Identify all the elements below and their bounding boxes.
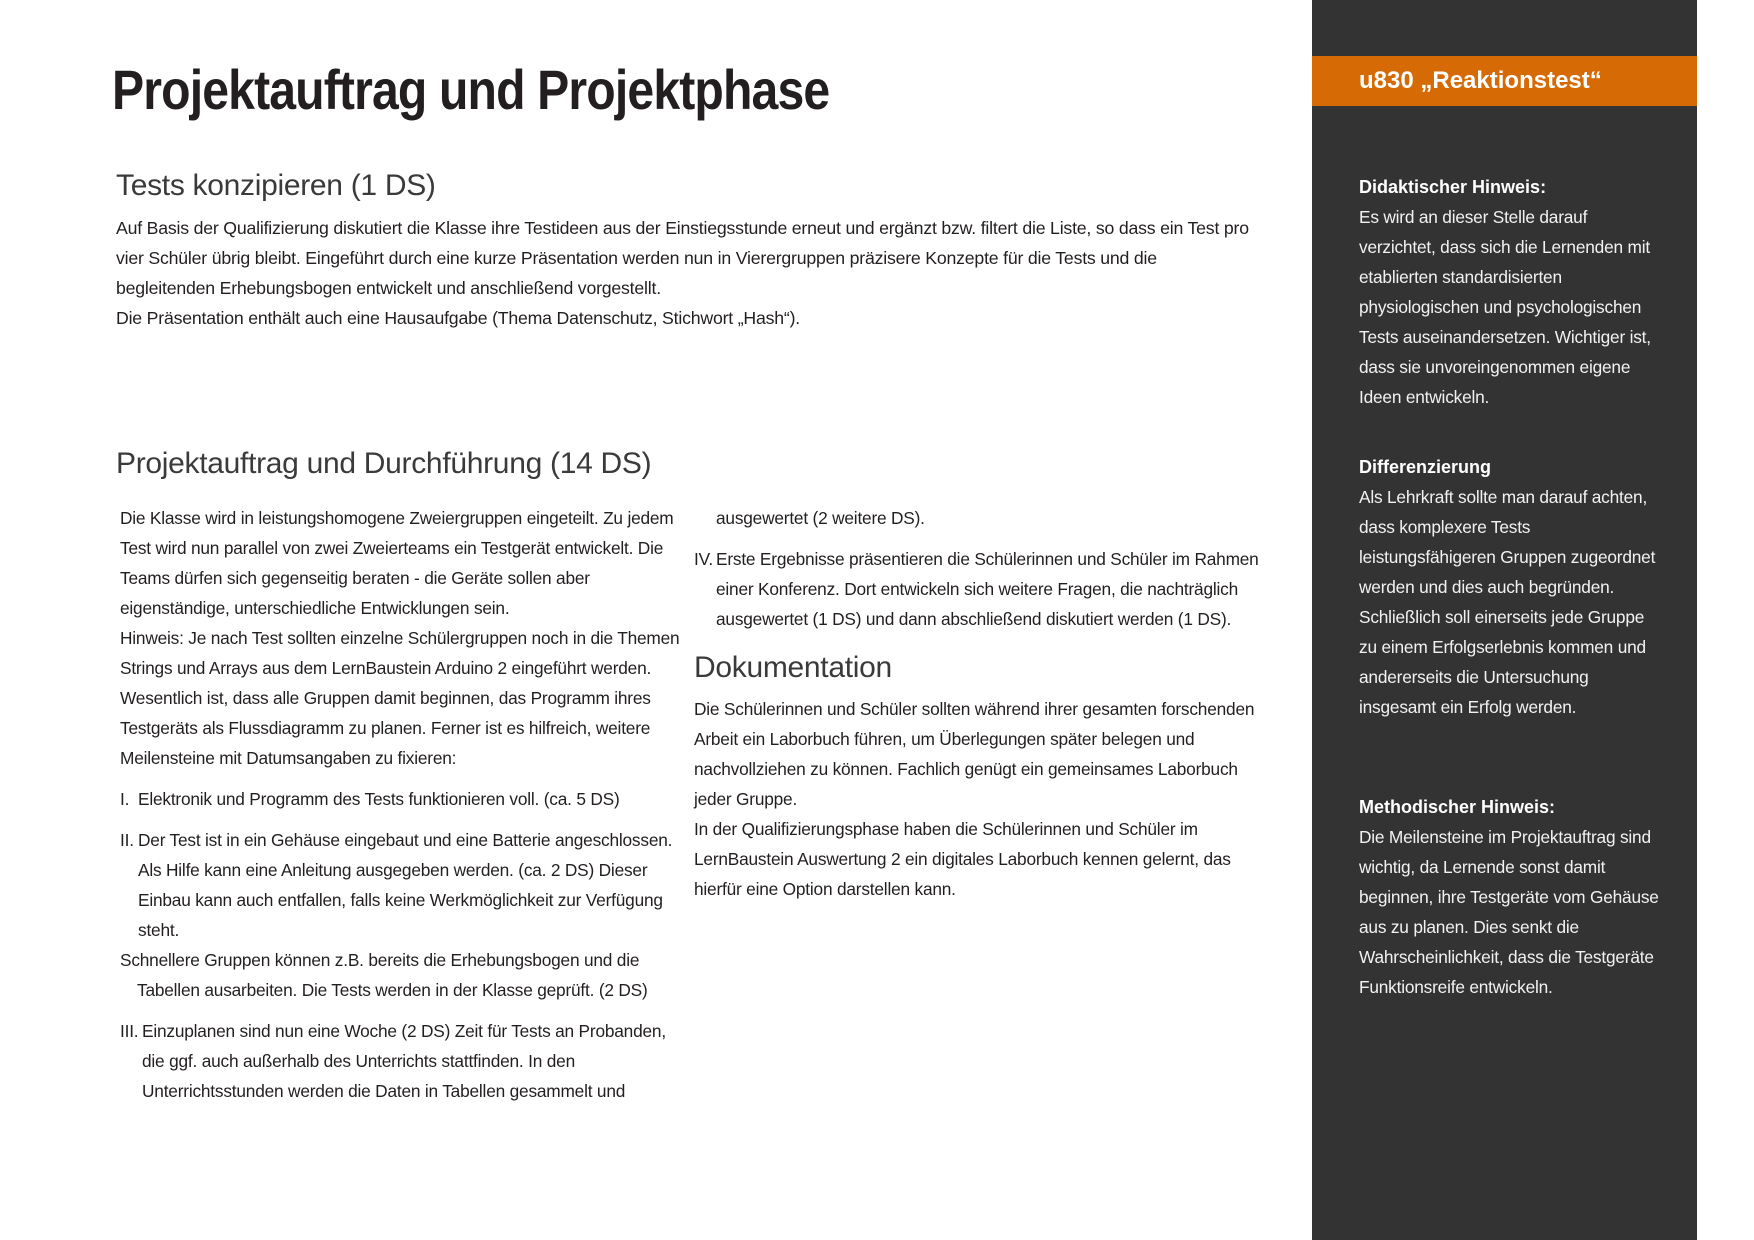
note-text: Es wird an dieser Stelle darauf verzichtet, dass sich die Lernenden mit etablierten standardisierten physiologischen und psychologischen Tests auseinandersetzen. Wichtiger ist, dass sie unvoreingenommen eigene Ideen entwickeln.: [1359, 207, 1651, 407]
note-heading: Methodischer Hinweis:: [1359, 797, 1556, 817]
section-heading: Dokumentation: [694, 651, 892, 684]
page-title: Projektauftrag und Projektphase: [112, 58, 830, 121]
milestone-number: IV.: [694, 549, 713, 569]
note-methodical: [1359, 792, 1659, 1002]
milestone-text: Elektronik und Programm des Tests funktionieren voll. (ca. 5 DS): [138, 789, 620, 809]
paragraph: Die Präsentation enthält auch eine Hausaufgabe (Thema Datenschutz, Stichwort „Hash“).: [116, 308, 800, 328]
milestone-item: [120, 1016, 682, 1106]
note-text: Als Lehrkraft sollte man darauf achten, dass komplexere Tests leistungsfähigeren Gruppen zugeordnet werden und dies auch begründen. Schließlich soll einerseits jede Gruppe zu einem Erfolgserlebnis kommen und andererseits die Untersuchung insgesamt ein Erfolg werden.: [1359, 487, 1656, 717]
paragraph: Hinweis: Je nach Test sollten einzelne Schülergruppen noch in die Themen Strings und Arrays aus dem LernBaustein Arduino 2 eingeführt werden.: [120, 628, 680, 678]
section-heading: Projektauftrag und Durchführung (14 DS): [116, 447, 652, 480]
milestone-item: [694, 544, 1262, 634]
paragraph: In der Qualifizierungsphase haben die Schülerinnen und Schüler im LernBaustein Auswertung 2 ein digitales Laborbuch kennen gelernt, das hierfür eine Option darstellen kann.: [694, 819, 1231, 899]
milestone-continuation: ausgewertet (2 weitere DS).: [716, 508, 925, 528]
milestone-number: II.: [120, 830, 134, 850]
milestone-number: III.: [120, 1021, 139, 1041]
note-differentiation: [1359, 452, 1659, 722]
note-didactic: [1359, 172, 1659, 412]
milestone-text: Einzuplanen sind nun eine Woche (2 DS) Zeit für Tests an Probanden, die ggf. auch außerhalb des Unterrichts stattfinden. In den Unterrichtsstunden werden die Daten in Tabellen gesammelt und: [142, 1021, 666, 1101]
sidebar-banner: u830 „Reaktionstest“: [1312, 56, 1697, 106]
milestone-text: Erste Ergebnisse präsentieren die Schülerinnen und Schüler im Rahmen einer Konferenz. Dort entwickeln sich weitere Fragen, die nachträglich ausgewertet (1 DS) und dann abschließend diskutiert werden (1 DS).: [716, 549, 1259, 629]
note-heading: Differenzierung: [1359, 457, 1492, 477]
paragraph: Die Klasse wird in leistungshomogene Zweiergruppen eingeteilt. Zu jedem Test wird nun parallel von zwei Zweierteams ein Testgerät entwickelt. Die Teams dürfen sich gegenseitig beraten - die Geräte sollen aber eigenständige, unterschiedliche Entwicklungen sein.: [120, 508, 674, 618]
milestone-note: Schnellere Gruppen können z.B. bereits die Erhebungsbogen und die Tabellen ausarbeiten. Die Tests werden in der Klasse geprüft. (2 DS): [120, 950, 648, 1000]
milestone-number: I.: [120, 789, 130, 809]
note-heading: Didaktischer Hinweis:: [1359, 177, 1547, 197]
paragraph: Auf Basis der Qualifizierung diskutiert die Klasse ihre Testideen aus der Einstiegsstunde erneut und ergänzt bzw. filtert die Liste, so dass ein Test pro vier Schüler übrig bleibt. Eingeführt durch eine kurze Präsentation werden nun in Vierergruppen präzisere Konzepte für die Tests und die begleitenden Erhebungsbogen entwickelt und anschließend vorgestellt.: [116, 218, 1249, 298]
paragraph: Die Schülerinnen und Schüler sollten während ihrer gesamten forschenden Arbeit ein Laborbuch führen, um Überlegungen später belegen und nachvollziehen zu können. Fachlich genügt ein gemeinsames Laborbuch jeder Gruppe.: [694, 699, 1255, 809]
note-text: Die Meilensteine im Projektauftrag sind wichtig, da Lernende sonst damit beginnen, ihre Testgeräte vom Gehäuse aus zu planen. Dies senkt die Wahrscheinlichkeit, dass die Testgeräte Funktionsreife entwickeln.: [1359, 827, 1659, 997]
column-right: [694, 503, 1262, 904]
section-tests-konzipieren: [116, 168, 1254, 333]
sidebar: [1312, 0, 1697, 1240]
column-left: [120, 503, 682, 1106]
section-heading: Tests konzipieren (1 DS): [116, 169, 436, 202]
paragraph: Wesentlich ist, dass alle Gruppen damit beginnen, das Programm ihres Testgeräts als Flussdiagramm zu planen. Ferner ist es hilfreich, weitere Meilensteine mit Datumsangaben zu fixieren:: [120, 688, 651, 768]
milestone-item: [120, 825, 682, 945]
milestone-item: [120, 784, 682, 814]
milestone-text: Der Test ist in ein Gehäuse eingebaut und eine Batterie angeschlossen. Als Hilfe kann eine Anleitung ausgegeben werden. (ca. 2 DS) Dieser Einbau kann auch entfallen, falls keine Werkmöglichkeit zur Verfügung steht.: [138, 830, 673, 940]
